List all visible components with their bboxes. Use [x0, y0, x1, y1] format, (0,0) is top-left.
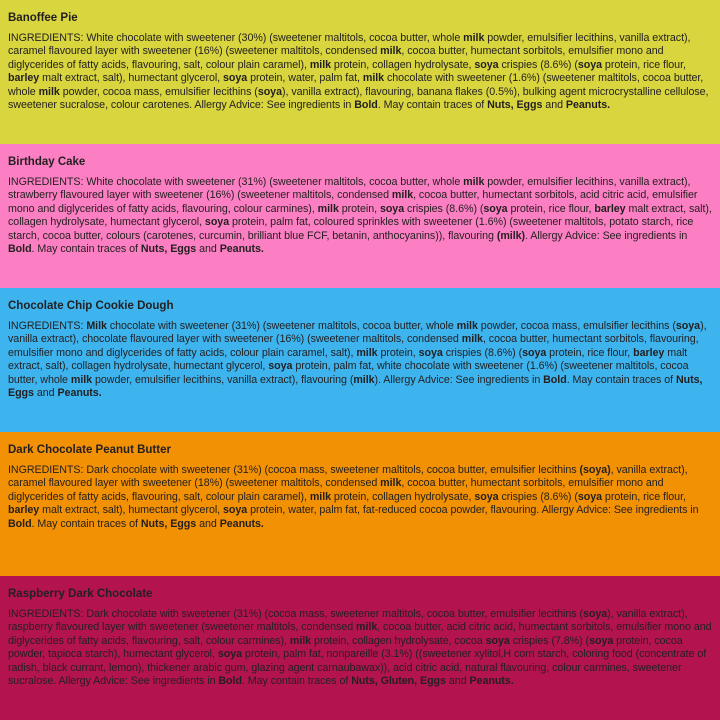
product-name: Dark Chocolate Peanut Butter — [8, 444, 171, 456]
ingredients-panel-birthday-cake — [0, 144, 720, 288]
product-name: Birthday Cake — [8, 156, 86, 168]
ingredients-text: INGREDIENTS: White chocolate with sweetener (30%) (sweetener maltitols, cocoa butter, whole milk powder, emulsifier lecithins, vanilla extract), caramel flavoured layer with sweetener (16%) (sweetener maltitols, condensed milk, cocoa butter, humectant sorbitols, emulsifier mono and diglycerides of fatty acids, flavouring, salt, colour plain caramel), milk protein, collagen hydrolysate, soya crispies (8.6%) (soya protein, rice flour, barley malt extract, salt), humectant glycerol, soya protein, water, palm fat, milk chocolate with sweetener (1.6%) (sweetener maltitols, cocoa butter, whole milk powder, cocoa mass, emulsifier lecithins (soya), vanilla extract), flavouring, banana flakes (0.5%), bulking agent microcrystalline cellulose, sweetener sucralose, colour carotenes. Allergy Advice: See ingredients in Bold. May contain traces of Nuts, Eggs and Peanuts. — [8, 32, 709, 112]
ingredients-panel-dark-chocolate-peanut-butter — [0, 432, 720, 576]
product-name: Banoffee Pie — [8, 12, 78, 24]
ingredients-text: INGREDIENTS: Dark chocolate with sweetener (31%) (cocoa mass, sweetener maltitols, cocoa butter, emulsifier lecithins (soya), vanilla extract), caramel flavoured layer with sweetener (18%) (sweetener maltitols, condensed milk, cocoa butter, humectant sorbitols, emulsifier mono and diglycerides of fatty acids, flavouring, salt, colour plain caramel), milk protein, collagen hydrolysate, soya crispies (8.6%) (soya protein, rice flour, barley malt extract, salt), humectant glycerol, soya protein, water, palm fat, fat-reduced cocoa powder, flavouring. Allergy Advice: See ingredients in Bold. May contain traces of Nuts, Eggs and Peanuts. — [8, 464, 699, 530]
ingredients-text: INGREDIENTS: White chocolate with sweetener (31%) (sweetener maltitols, cocoa butter, whole milk powder, emulsifier lecithins, vanilla extract), strawberry flavoured layer with sweetener (16%) (sweetener maltitols, condensed milk, cocoa butter, humectant sorbitols, acid citric acid, emulsifier mono and diglycerides of fatty acids, flavouring, colour carmines), milk protein, soya crispies (8.6%) (soya protein, rice flour, barley malt extract, salt), collagen hydrolysate, humectant glycerol, soya protein, palm fat, coloured sprinkles with sweetener (1.6%) (sweetener maltitols, potato starch, rice starch, cocoa butter, colours (carotenes, curcumin, brilliant blue FCF, betanin, anthocyanins)), flavouring (milk). Allergy Advice: See ingredients in Bold. May contain traces of Nuts, Eggs and Peanuts. — [8, 176, 712, 256]
ingredients-panel-chocolate-chip-cookie-dough — [0, 288, 720, 432]
ingredients-text: INGREDIENTS: Dark chocolate with sweetener (31%) (cocoa mass, sweetener maltitols, cocoa butter, emulsifier lecithins (soya), vanilla extract), raspberry flavoured layer with sweetener (sweetener maltitols, condensed milk, cocoa butter, acid citric acid, humectant sorbitols, emulsifier mono and diglycerides of fatty acids, flavouring, salt, colour carmines), milk protein, collagen hydrolysate, cocoa soya crispies (7.8%) (soya protein, cocoa powder, tapioca starch), humectant glycerol, soya protein, palm fat, nonpareille (3.1%) ((sweetener xylitol,H corn starch, coloring food (concentrate of radish, black currant, lemon), thickener arabic gum, glazing agent carnaubawax)), acid citric acid, natural flavouring, colour carmines, sweetener sucralose. Allergy Advice: See ingredients in Bold. May contain traces of Nuts, Gluten, Eggs and Peanuts. — [8, 608, 712, 688]
product-name: Chocolate Chip Cookie Dough — [8, 300, 174, 312]
ingredients-panel-banoffee-pie — [0, 0, 720, 144]
ingredients-panel-raspberry-dark-chocolate — [0, 576, 720, 720]
product-name: Raspberry Dark Chocolate — [8, 588, 153, 600]
ingredients-text: INGREDIENTS: Milk chocolate with sweetener (31%) (sweetener maltitols, cocoa butter, whole milk powder, cocoa mass, emulsifier lecithins (soya), vanilla extract), chocolate flavoured layer with sweetener (16%) (sweetener maltitols, condensed milk, cocoa butter, humectant sorbitols, flavouring, emulsifier mono and diglycerides of fatty acids, colour plain caramel, salt), milk protein, soya crispies (8.6%) (soya protein, rice flour, barley malt extract, salt), collagen hydrolysate, humectant glycerol, soya protein, palm fat, white chocolate with sweetener (1.6%) (sweetener maltitols, cocoa butter, whole milk powder, emulsifier lecithins, vanilla extract), flavouring (milk). Allergy Advice: See ingredients in Bold. May contain traces of Nuts, Eggs and Peanuts. — [8, 320, 707, 400]
